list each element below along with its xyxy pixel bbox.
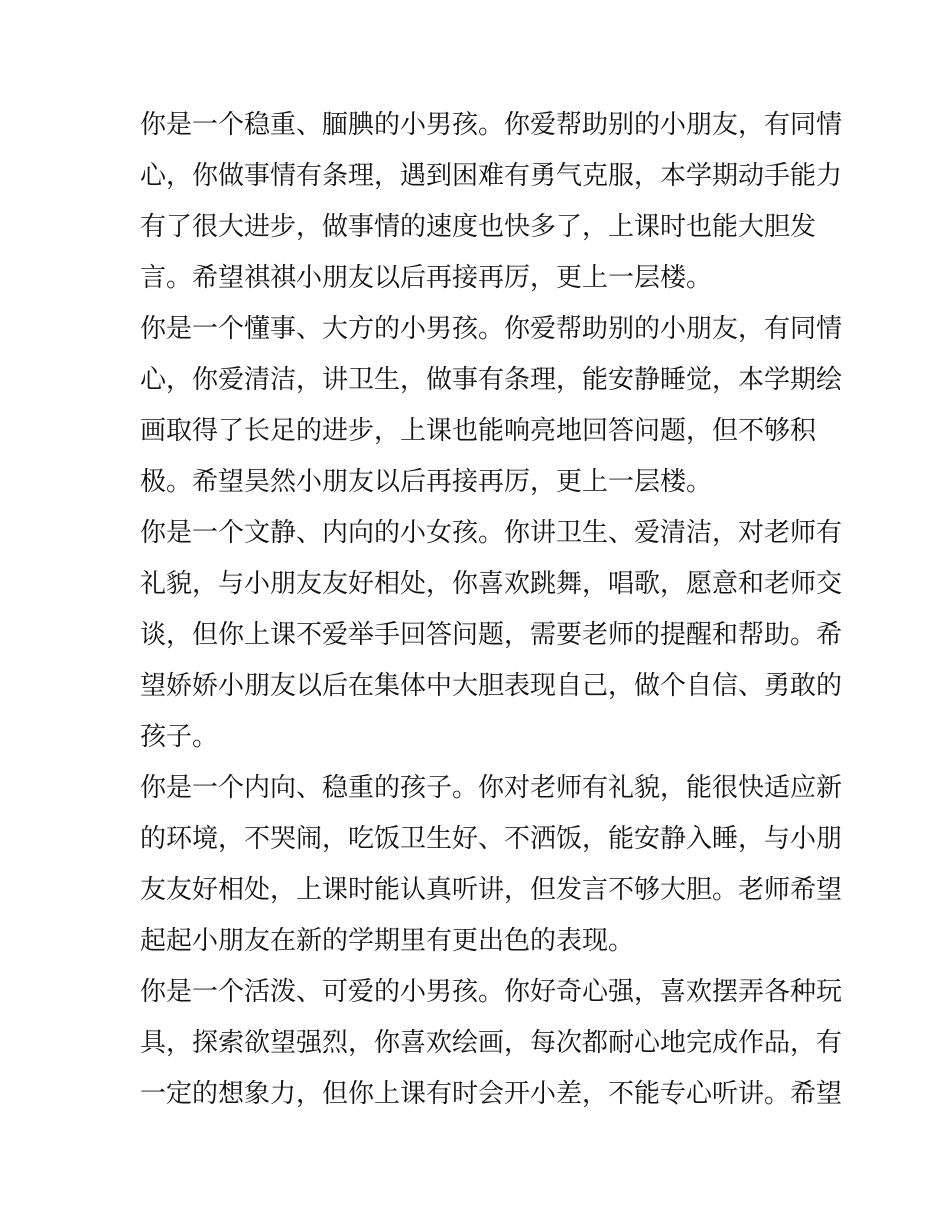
text-line: 孩子。 (140, 722, 219, 752)
text-line: 极。希望昊然小朋友以后再接再厉，更上一层楼。 (140, 467, 713, 497)
text-line: 起起小朋友在新的学期里有更出色的表现。 (140, 926, 635, 956)
text-line: 一定的想象力，但你上课有时会开小差，不能专心听讲。希望 (140, 1079, 843, 1109)
text-line: 礼貌，与小朋友友好相处，你喜欢跳舞，唱歌，愿意和老师交 (140, 569, 843, 599)
text-line: 你是一个文静、内向的小女孩。你讲卫生、爱清洁，对老师有 (140, 518, 843, 548)
document-body (140, 100, 843, 1120)
text-line: 的环境，不哭闹，吃饭卫生好、不洒饭，能安静入睡，与小朋 (140, 824, 843, 854)
text-line: 心，你做事情有条理，遇到困难有勇气克服，本学期动手能力 (140, 161, 843, 191)
text-line: 你是一个稳重、腼腆的小男孩。你爱帮助别的小朋友，有同情 (140, 110, 843, 140)
text-line: 具，探索欲望强烈，你喜欢绘画，每次都耐心地完成作品，有 (140, 1028, 843, 1058)
text-line: 望娇娇小朋友以后在集体中大胆表现自己，做个自信、勇敢的 (140, 671, 843, 701)
text-line: 有了很大进步，做事情的速度也快多了，上课时也能大胆发 (140, 212, 817, 242)
text-line: 画取得了长足的进步，上课也能响亮地回答问题，但不够积 (140, 416, 817, 446)
text-line: 你是一个活泼、可爱的小男孩。你好奇心强，喜欢摆弄各种玩 (140, 977, 843, 1007)
text-line: 心，你爱清洁，讲卫生，做事有条理，能安静睡觉，本学期绘 (140, 365, 843, 395)
text-line: 谈，但你上课不爱举手回答问题，需要老师的提醒和帮助。希 (140, 620, 843, 650)
text-line: 你是一个内向、稳重的孩子。你对老师有礼貌，能很快适应新 (140, 773, 843, 803)
comment-paragraph-3 (140, 508, 843, 763)
comment-paragraph-5 (140, 967, 843, 1120)
comment-paragraph-4 (140, 763, 843, 967)
text-line: 你是一个懂事、大方的小男孩。你爱帮助别的小朋友，有同情 (140, 314, 843, 344)
comment-paragraph-1 (140, 100, 843, 304)
comment-paragraph-2 (140, 304, 843, 508)
text-line: 友友好相处，上课时能认真听讲，但发言不够大胆。老师希望 (140, 875, 843, 905)
text-line: 言。希望祺祺小朋友以后再接再厉，更上一层楼。 (140, 263, 713, 293)
